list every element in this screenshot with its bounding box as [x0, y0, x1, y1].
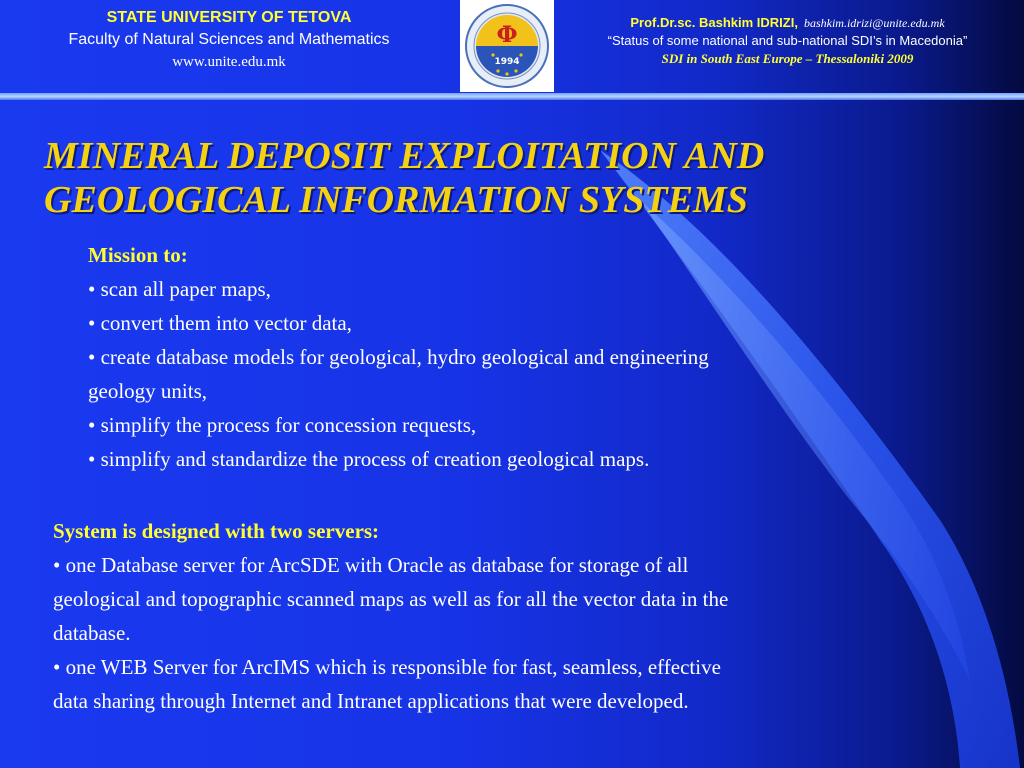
- mission-line: • convert them into vector data,: [88, 311, 352, 335]
- slide-title: [44, 134, 974, 222]
- slide-title-line-1: MINERAL DEPOSIT EXPLOITATION AND: [44, 135, 765, 177]
- faculty-name: Faculty of Natural Sciences and Mathematics: [68, 31, 390, 48]
- mission-line: • create database models for geological, hydro geological and engineering: [88, 345, 709, 369]
- conference-name: SDI in South East Europe – Thessaloniki 2009: [661, 51, 914, 66]
- header-institution: [0, 8, 458, 72]
- mission-heading: Mission to:: [88, 243, 188, 267]
- university-website: www.unite.edu.mk: [172, 54, 286, 70]
- mission-section: [88, 238, 988, 476]
- university-logo: [460, 0, 554, 92]
- author-line: [560, 14, 1015, 32]
- author-name: Prof.Dr.sc. Bashkim IDRIZI,: [630, 15, 798, 30]
- servers-section: [53, 514, 988, 718]
- servers-line: database.: [53, 621, 131, 645]
- mission-line: • simplify the process for concession requests,: [88, 413, 477, 437]
- mission-line: • simplify and standardize the process of creation geological maps.: [88, 447, 650, 471]
- servers-line: data sharing through Internet and Intranet applications that were developed.: [53, 689, 689, 713]
- mission-line: • scan all paper maps,: [88, 277, 271, 301]
- slide-title-line-2: GEOLOGICAL INFORMATION SYSTEMS: [44, 179, 748, 221]
- servers-line: • one Database server for ArcSDE with Oracle as database for storage of all: [53, 553, 689, 577]
- header-divider: [0, 93, 1024, 100]
- talk-title: “Status of some national and sub-national SDI’s in Macedonia”: [607, 33, 968, 48]
- svg-text:Ф: Ф: [496, 22, 518, 48]
- university-seal-icon: [460, 0, 554, 92]
- servers-line: geological and topographic scanned maps as well as for all the vector data in the: [53, 587, 729, 611]
- header-presentation-info: [560, 14, 1015, 68]
- servers-line: • one WEB Server for ArcIMS which is responsible for fast, seamless, effective: [53, 655, 721, 679]
- mission-line: geology units,: [88, 379, 207, 403]
- logo-year: 1994: [494, 57, 520, 67]
- servers-heading: System is designed with two servers:: [53, 519, 380, 543]
- author-email: bashkim.idrizi@unite.edu.mk: [803, 16, 945, 30]
- university-name: STATE UNIVERSITY OF TETOVA: [106, 9, 352, 26]
